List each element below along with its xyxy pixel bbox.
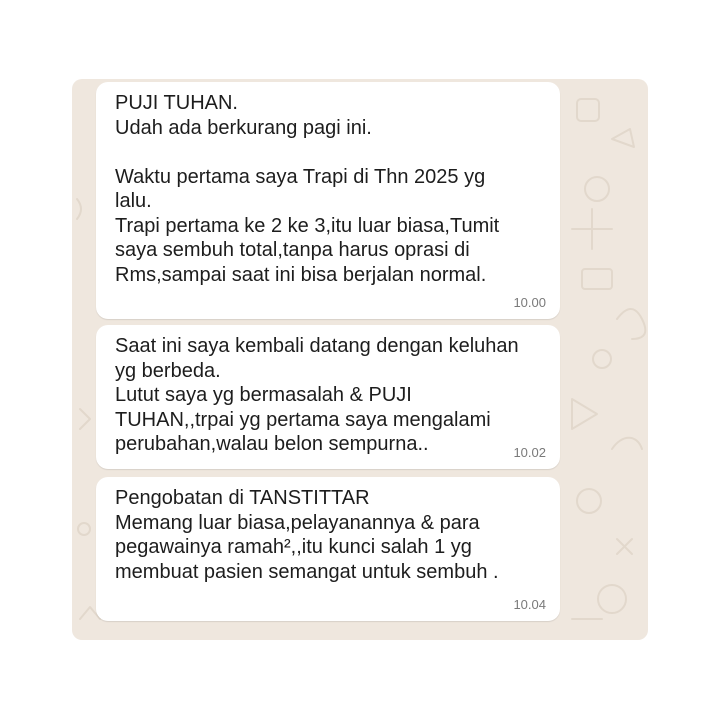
message-text: PUJI TUHAN. Udah ada berkurang pagi ini. Waktu pertama saya Trapi di Thn 2025 yg lalu. Trapi pertama ke 2 ke 3,itu luar biasa,Tumit saya sembuh total,tanpa harus oprasi di Rms,sampai saat ini bisa berjalan normal. [115,92,500,286]
chat-panel [72,79,648,640]
message-bubble[interactable] [96,325,560,469]
message-timestamp: 10.00 [513,295,546,310]
message-bubble[interactable] [96,477,560,621]
message-timestamp: 10.02 [513,445,546,460]
message-text: Pengobatan di TANSTITTAR Memang luar biasa,pelayanannya & para pegawainya ramah²,,itu kunci salah 1 yg membuat pasien semangat untuk sembuh . [115,487,499,583]
message-bubble[interactable] [96,82,560,319]
message-timestamp: 10.04 [513,597,546,612]
message-text: Saat ini saya kembali datang dengan keluhan yg berbeda. Lutut saya yg bermasalah & PUJI TUHAN,,trpai yg pertama saya mengalami perubahan,walau belon sempurna.. [115,335,519,455]
